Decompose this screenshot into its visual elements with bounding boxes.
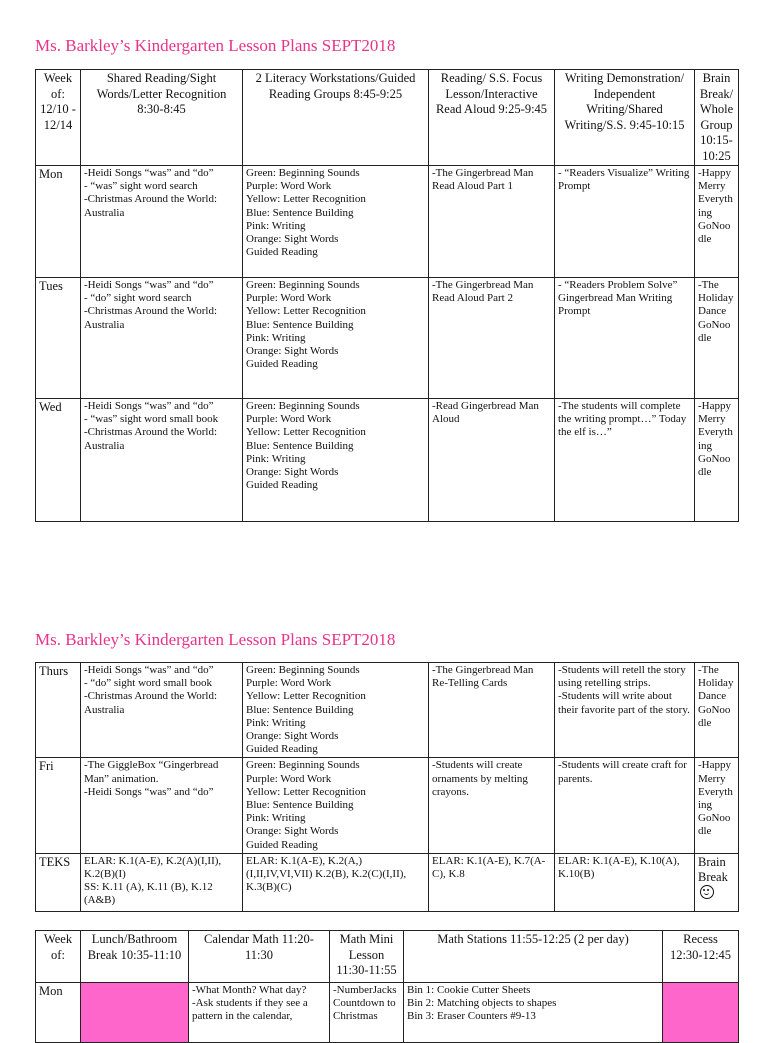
table-row bbox=[36, 663, 739, 758]
header-calendar-math: Calendar Math 11:20-11:30 bbox=[189, 931, 330, 983]
day-label: TEKS bbox=[36, 853, 81, 911]
reading-cell: -Students will create ornaments by melting crayons. bbox=[429, 758, 555, 853]
shared-reading-cell: -Heidi Songs “was” and “do” - “do” sight word small book -Christmas Around the World: Australia bbox=[81, 663, 243, 758]
day-label: Tues bbox=[36, 278, 81, 399]
literacy-cell: Green: Beginning Sounds Purple: Word Work Yellow: Letter Recognition Blue: Sentence Building Pink: Writing Orange: Sight Words Guided Reading bbox=[243, 166, 429, 278]
header-brain-break: Brain Break/Whole Group 10:15-10:25 bbox=[695, 70, 739, 166]
reading-cell: -The Gingerbread Man Read Aloud Part 2 bbox=[429, 278, 555, 399]
shared-reading-cell: -The GiggleBox “Gingerbread Man” animation. -Heidi Songs “was” and “do” bbox=[81, 758, 243, 853]
page-title: Ms. Barkley’s Kindergarten Lesson Plans SEPT2018 bbox=[35, 630, 396, 649]
header-reading-focus: Reading/ S.S. Focus Lesson/Interactive Read Aloud 9:25-9:45 bbox=[429, 70, 555, 166]
shared-reading-cell: -Heidi Songs “was” and “do” - “do” sight word search -Christmas Around the World: Australia bbox=[81, 278, 243, 399]
brain-break-cell: -Happy Merry Everything GoNoodle bbox=[695, 399, 739, 522]
table-row bbox=[36, 758, 739, 853]
table-row bbox=[36, 166, 739, 278]
lunch-highlight-cell bbox=[81, 983, 189, 1043]
page-title: Ms. Barkley’s Kindergarten Lesson Plans SEPT2018 bbox=[35, 36, 396, 55]
teks-reading-cell: ELAR: K.1(A-E), K.7(A-C), K.8 bbox=[429, 853, 555, 911]
shared-reading-cell: -Heidi Songs “was” and “do” - “was” sight word search -Christmas Around the World: Australia bbox=[81, 166, 243, 278]
shared-reading-cell: -Heidi Songs “was” and “do” - “was” sight word small book -Christmas Around the World: Australia bbox=[81, 399, 243, 522]
table-row bbox=[36, 983, 739, 1043]
writing-cell: -Students will create craft for parents. bbox=[555, 758, 695, 853]
day-label: Mon bbox=[36, 166, 81, 278]
math-mini-lesson-cell: -NumberJacks Countdown to Christmas bbox=[330, 983, 404, 1043]
math-plan-table bbox=[35, 930, 739, 1043]
smiley-face-icon bbox=[700, 885, 714, 899]
teks-literacy-cell: ELAR: K.1(A-E), K.2(A,)(I,II,IV,VI,VII) K.2(B), K.2(C)(I,II), K.3(B)(C) bbox=[243, 853, 429, 911]
teks-brain-break-cell: Brain Break bbox=[695, 853, 739, 911]
literacy-cell: Green: Beginning Sounds Purple: Word Work Yellow: Letter Recognition Blue: Sentence Building Pink: Writing Orange: Sight Words Guided Reading bbox=[243, 399, 429, 522]
brain-break-cell: -The Holiday Dance GoNoodle bbox=[695, 278, 739, 399]
lesson-plan-table-continued bbox=[35, 662, 739, 912]
teks-writing-cell: ELAR: K.1(A-E), K.10(A), K.10(B) bbox=[555, 853, 695, 911]
literacy-cell: Green: Beginning Sounds Purple: Word Work Yellow: Letter Recognition Blue: Sentence Building Pink: Writing Orange: Sight Words Guided Reading bbox=[243, 278, 429, 399]
day-label: Thurs bbox=[36, 663, 81, 758]
writing-cell: - “Readers Visualize” Writing Prompt bbox=[555, 166, 695, 278]
day-label: Wed bbox=[36, 399, 81, 522]
lesson-plan-table-week bbox=[35, 69, 739, 522]
header-lunch: Lunch/Bathroom Break 10:35-11:10 bbox=[81, 931, 189, 983]
math-stations-cell: Bin 1: Cookie Cutter Sheets Bin 2: Matching objects to shapes Bin 3: Eraser Counters #9-13 bbox=[404, 983, 663, 1043]
header-math-mini-lesson: Math Mini Lesson 11:30-11:55 bbox=[330, 931, 404, 983]
teks-shared-cell: ELAR: K.1(A-E), K.2(A)(I,II), K.2(B)(I) SS: K.11 (A), K.11 (B), K.12 (A&B) bbox=[81, 853, 243, 911]
header-week: Week of: bbox=[36, 931, 81, 983]
writing-cell: - “Readers Problem Solve” Gingerbread Man Writing Prompt bbox=[555, 278, 695, 399]
recess-highlight-cell bbox=[663, 983, 739, 1043]
table-row bbox=[36, 399, 739, 522]
reading-cell: -The Gingerbread Man Read Aloud Part 1 bbox=[429, 166, 555, 278]
day-label: Fri bbox=[36, 758, 81, 853]
header-math-stations: Math Stations 11:55-12:25 (2 per day) bbox=[404, 931, 663, 983]
header-writing: Writing Demonstration/ Independent Writing/Shared Writing/S.S. 9:45-10:15 bbox=[555, 70, 695, 166]
literacy-cell: Green: Beginning Sounds Purple: Word Work Yellow: Letter Recognition Blue: Sentence Building Pink: Writing Orange: Sight Words Guided Reading bbox=[243, 758, 429, 853]
table-row bbox=[36, 278, 739, 399]
writing-cell: -The students will complete the writing prompt…” Today the elf is…” bbox=[555, 399, 695, 522]
writing-cell: -Students will retell the story using retelling strips. -Students will write about their favorite part of the story. bbox=[555, 663, 695, 758]
reading-cell: -The Gingerbread Man Re-Telling Cards bbox=[429, 663, 555, 758]
table-row-teks bbox=[36, 853, 739, 911]
brain-break-cell: -Happy Merry Everything GoNoodle bbox=[695, 758, 739, 853]
header-recess: Recess 12:30-12:45 bbox=[663, 931, 739, 983]
reading-cell: -Read Gingerbread Man Aloud bbox=[429, 399, 555, 522]
header-shared-reading: Shared Reading/Sight Words/Letter Recognition 8:30-8:45 bbox=[81, 70, 243, 166]
calendar-math-cell: -What Month? What day? -Ask students if they see a pattern in the calendar, bbox=[189, 983, 330, 1043]
literacy-cell: Green: Beginning Sounds Purple: Word Work Yellow: Letter Recognition Blue: Sentence Building Pink: Writing Orange: Sight Words Guided Reading bbox=[243, 663, 429, 758]
header-literacy-workstations: 2 Literacy Workstations/Guided Reading Groups 8:45-9:25 bbox=[243, 70, 429, 166]
brain-break-cell: -The Holiday Dance GoNoodle bbox=[695, 663, 739, 758]
day-label: Mon bbox=[36, 983, 81, 1043]
brain-break-cell: -Happy Merry Everything GoNoodle bbox=[695, 166, 739, 278]
header-week: Week of: 12/10 - 12/14 bbox=[36, 70, 81, 166]
